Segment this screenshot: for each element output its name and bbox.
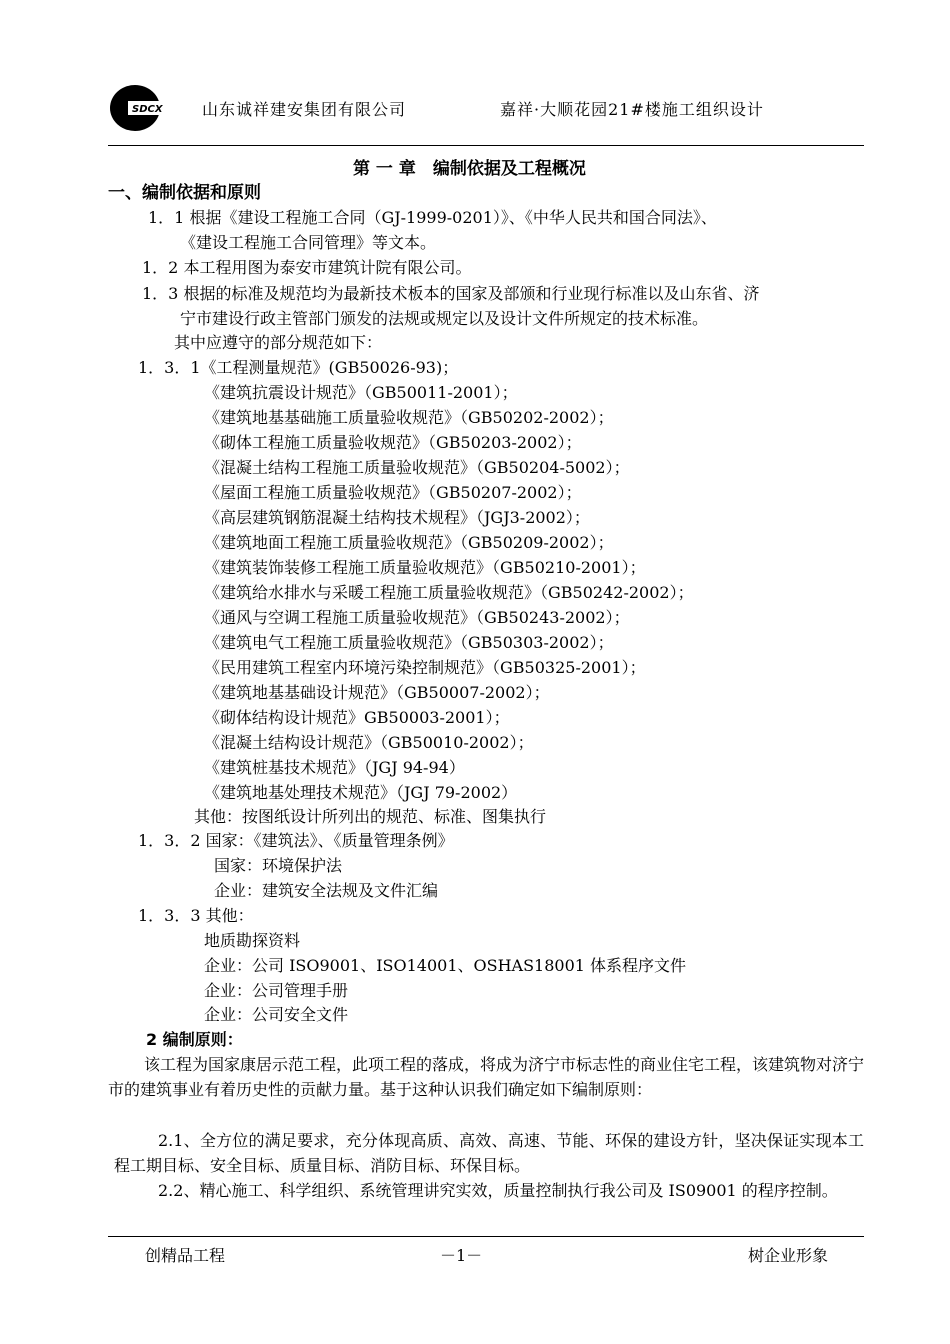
standard-item: 《建筑给水排水与采暖工程施工质量验收规范》（GB50242-2002）； xyxy=(204,583,694,602)
item-1-2: 1．2 本工程用图为泰安市建筑计院有限公司。 xyxy=(142,258,472,277)
header-divider xyxy=(108,145,864,146)
standard-item: 《砌体结构设计规范》GB50003-2001）； xyxy=(204,708,510,727)
standard-item: 《高层建筑钢筋混凝土结构技术规程》（JGJ3-2002）； xyxy=(204,508,590,527)
principle-2-1: 2.1、全方位的满足要求，充分体现高质、高效、高速、节能、环保的建设方针，坚决保证实现本工程工期目标、安全目标、质量目标、消防目标、环保目标。 xyxy=(114,1131,864,1175)
company-logo xyxy=(108,82,180,134)
standard-item: 《建筑地面工程施工质量验收规范》（GB50209-2002）； xyxy=(204,533,614,552)
item-1-3-2: 1．3．2 国家：《建筑法》、《质量管理条例》 xyxy=(138,831,454,850)
standard-item: 《民用建筑工程室内环境污染控制规范》（GB50325-2001）； xyxy=(204,658,646,677)
item-1-1: 1．1 根据《建设工程施工合同（GJ-1999-0201）》、《中华人民共和国合同法》、 xyxy=(148,208,717,227)
standard-item: 《建筑抗震设计规范》（GB50011-2001）； xyxy=(204,383,518,402)
page-number: －1－ xyxy=(440,1246,483,1265)
item-1-3: 1．3 根据的标准及规范均为最新技术板本的国家及部颁和行业现行标准以及山东省、济 xyxy=(142,284,760,303)
item-1-3-cont: 宁市建设行政主管部门颁发的法规或规定以及设计文件所规定的技术标准。 xyxy=(180,309,709,328)
standard-item: 《通风与空调工程施工质量验收规范》（GB50243-2002）； xyxy=(204,608,630,627)
item-1-3-2-sub: 国家：环境保护法 xyxy=(214,856,343,875)
item-1-3-intro: 其中应遵守的部分规范如下： xyxy=(174,333,383,352)
item-1-3-2-sub: 企业：建筑安全法规及文件汇编 xyxy=(214,881,439,900)
other-note: 其他：按图纸设计所列出的规范、标准、图集执行 xyxy=(194,807,547,826)
standard-item: 《混凝土结构工程施工质量验收规范》（GB50204-5002）； xyxy=(204,458,630,477)
principle-paragraph: 该工程为国家康居示范工程，此项工程的落成，将成为济宁市标志性的商业住宅工程，该建筑物对济宁市的建筑事业有着历史性的贡献力量。基于这种认识我们确定如下编制原则： xyxy=(108,1055,865,1099)
section-heading-2: 2 编制原则： xyxy=(146,1030,243,1049)
standard-item: 《建筑桩基技术规范》（JGJ 94-94） xyxy=(204,758,465,777)
item-1-3-3-sub: 地质勘探资料 xyxy=(204,931,301,950)
standard-item: 《屋面工程施工质量验收规范》（GB50207-2002）； xyxy=(204,483,582,502)
footer-divider xyxy=(108,1236,864,1237)
item-1-3-1: 1．3．1《工程测量规范》(GB50026-93)； xyxy=(138,358,459,377)
standard-item: 《建筑电气工程施工质量验收规范》（GB50303-2002）； xyxy=(204,633,614,652)
standard-item: 《建筑地基基础设计规范》（GB50007-2002）； xyxy=(204,683,550,702)
footer-slogan-left: 创精品工程 xyxy=(145,1246,226,1265)
standard-item: 《混凝土结构设计规范》（GB50010-2002）； xyxy=(204,733,534,752)
standard-item: 《建筑地基基础施工质量验收规范》（GB50202-2002）； xyxy=(204,408,614,427)
project-title: 嘉祥·大顺花园21#楼施工组织设计 xyxy=(500,100,764,119)
company-name: 山东诚祥建安集团有限公司 xyxy=(202,100,407,119)
standard-item: 《砌体工程施工质量验收规范》（GB50203-2002）； xyxy=(204,433,582,452)
page-header xyxy=(108,82,864,142)
item-1-3-3: 1．3．3 其他： xyxy=(138,906,254,925)
principle-2-2: 2.2、精心施工、科学组织、系统管理讲究实效，质量控制执行我公司及 IS09001 的程序控制。 xyxy=(158,1181,838,1200)
item-1-3-3-sub: 企业：公司 ISO9001、ISO14001、OSHAS18001 体系程序文件 xyxy=(204,956,687,975)
item-1-3-3-sub: 企业：公司安全文件 xyxy=(204,1005,349,1024)
svg-text:SDCX: SDCX xyxy=(132,104,163,115)
section-heading-1: 一、编制依据和原则 xyxy=(108,183,261,203)
footer-slogan-right: 树企业形象 xyxy=(748,1246,829,1265)
chapter-title: 第 一 章 编制依据及工程概况 xyxy=(353,159,586,179)
item-1-3-3-sub: 企业：公司管理手册 xyxy=(204,981,349,1000)
item-1-1-cont: 《建设工程施工合同管理》等文本。 xyxy=(180,233,437,252)
standard-item: 《建筑地基处理技术规范》（JGJ 79-2002） xyxy=(204,783,518,802)
standard-item: 《建筑装饰装修工程施工质量验收规范》（GB50210-2001）； xyxy=(204,558,646,577)
